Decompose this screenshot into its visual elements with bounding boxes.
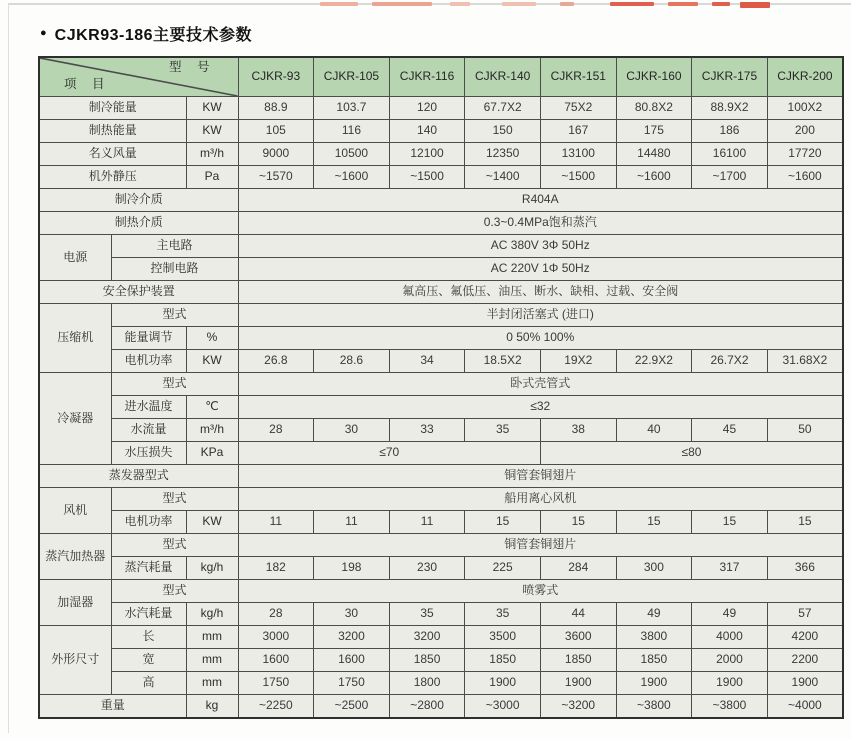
value-cell: ~3200 (540, 695, 616, 719)
header-row (39, 57, 843, 97)
span-value-cell: 喷雾式 (238, 580, 843, 603)
span-value-cell: AC 220V 1Φ 50Hz (238, 258, 843, 281)
table-row (39, 97, 843, 120)
value-cell: 26.8 (238, 350, 314, 373)
row-label: 制热能量 (39, 120, 186, 143)
model-header: CJKR-151 (540, 57, 616, 97)
table-row (39, 396, 843, 419)
unit-cell: kg/h (186, 557, 238, 580)
value-cell: 1850 (616, 649, 692, 672)
value-cell: 31.68X2 (767, 350, 843, 373)
value-cell: 105 (238, 120, 314, 143)
value-cell: 230 (389, 557, 465, 580)
value-cell: 12100 (389, 143, 465, 166)
table-row (39, 120, 843, 143)
value-cell: 103.7 (314, 97, 390, 120)
table-row (39, 304, 843, 327)
value-cell: ~1500 (389, 166, 465, 189)
value-cell: 13100 (540, 143, 616, 166)
value-cell: 49 (616, 603, 692, 626)
model-header: CJKR-140 (465, 57, 541, 97)
row-label: 电机功率 (111, 511, 186, 534)
table-row (39, 672, 843, 695)
value-cell: 3000 (238, 626, 314, 649)
group-label: 压缩机 (39, 304, 111, 373)
table-row (39, 373, 843, 396)
value-cell: 1850 (465, 649, 541, 672)
unit-cell: mm (186, 626, 238, 649)
value-cell: 15 (692, 511, 768, 534)
scan-red-mark (450, 2, 470, 6)
row-label: 蒸发器型式 (39, 465, 238, 488)
row-label: 水汽耗量 (111, 603, 186, 626)
value-cell: 28.6 (314, 350, 390, 373)
row-label: 蒸汽耗量 (111, 557, 186, 580)
table-row (39, 465, 843, 488)
span-value-cell: AC 380V 3Φ 50Hz (238, 235, 843, 258)
value-cell: 88.9X2 (692, 97, 768, 120)
group-label: 风机 (39, 488, 111, 534)
scan-red-mark (668, 2, 698, 6)
unit-cell: KW (186, 350, 238, 373)
value-cell: ~3800 (616, 695, 692, 719)
scan-red-mark (372, 2, 432, 6)
scan-red-mark (610, 2, 654, 6)
value-cell: ~1570 (238, 166, 314, 189)
value-cell: 1850 (389, 649, 465, 672)
unit-cell: mm (186, 672, 238, 695)
table-row (39, 649, 843, 672)
section-title-row (40, 22, 252, 45)
span-value-cell: 氟高压、氟低压、油压、断水、缺相、过载、安全阀 (238, 281, 843, 304)
value-cell: ~1600 (767, 166, 843, 189)
value-cell: 38 (540, 419, 616, 442)
scan-red-mark (560, 2, 574, 6)
unit-cell: mm (186, 649, 238, 672)
value-cell: 300 (616, 557, 692, 580)
value-cell: 1750 (238, 672, 314, 695)
value-cell: 15 (616, 511, 692, 534)
value-cell: 15 (767, 511, 843, 534)
table-row (39, 603, 843, 626)
half-span-value-cell: ≤70 (238, 442, 540, 465)
value-cell: ~1700 (692, 166, 768, 189)
scan-red-mark (320, 2, 358, 6)
table-row (39, 580, 843, 603)
span-value-cell: 0.3~0.4MPa饱和蒸汽 (238, 212, 843, 235)
value-cell: 116 (314, 120, 390, 143)
value-cell: 88.9 (238, 97, 314, 120)
table-row (39, 534, 843, 557)
value-cell: 35 (389, 603, 465, 626)
value-cell: 44 (540, 603, 616, 626)
row-label: 能量调节 (111, 327, 186, 350)
value-cell: 15 (465, 511, 541, 534)
half-span-value-cell: ≤80 (540, 442, 843, 465)
value-cell: 3200 (314, 626, 390, 649)
value-cell: 26.7X2 (692, 350, 768, 373)
unit-cell: m³/h (186, 143, 238, 166)
group-label: 电源 (39, 235, 111, 281)
row-label: 型式 (111, 488, 238, 511)
row-label: 制热介质 (39, 212, 238, 235)
value-cell: 3500 (465, 626, 541, 649)
row-label: 主电路 (111, 235, 238, 258)
unit-cell: % (186, 327, 238, 350)
row-label: 机外静压 (39, 166, 186, 189)
table-row (39, 695, 843, 719)
value-cell: 2200 (767, 649, 843, 672)
span-value-cell: 铜管套铜翅片 (238, 465, 843, 488)
value-cell: 28 (238, 603, 314, 626)
table-row (39, 488, 843, 511)
row-label: 宽 (111, 649, 186, 672)
row-label: 水流量 (111, 419, 186, 442)
corner-cell (39, 57, 238, 97)
value-cell: 28 (238, 419, 314, 442)
scan-red-mark (740, 2, 770, 8)
table-row (39, 626, 843, 649)
value-cell: 75X2 (540, 97, 616, 120)
value-cell: 167 (540, 120, 616, 143)
value-cell: 12350 (465, 143, 541, 166)
row-label: 水压损失 (111, 442, 186, 465)
row-label: 型式 (111, 534, 238, 557)
value-cell: 1900 (616, 672, 692, 695)
value-cell: 186 (692, 120, 768, 143)
span-value-cell: R404A (238, 189, 843, 212)
row-label: 重量 (39, 695, 186, 719)
value-cell: 366 (767, 557, 843, 580)
group-label: 蒸汽加热器 (39, 534, 111, 580)
value-cell: ~3800 (692, 695, 768, 719)
unit-cell: ℃ (186, 396, 238, 419)
value-cell: 49 (692, 603, 768, 626)
value-cell: ~2500 (314, 695, 390, 719)
corner-label-model: 型 号 (169, 60, 216, 74)
value-cell: 1600 (314, 649, 390, 672)
value-cell: 1800 (389, 672, 465, 695)
scan-edge-line-left (8, 3, 9, 733)
row-label: 进水温度 (111, 396, 186, 419)
value-cell: 3800 (616, 626, 692, 649)
value-cell: 1900 (767, 672, 843, 695)
corner-label-item: 项 目 (64, 77, 111, 92)
value-cell: ~3000 (465, 695, 541, 719)
value-cell: 11 (314, 511, 390, 534)
bullet-icon: ● (40, 27, 47, 39)
value-cell: 34 (389, 350, 465, 373)
row-label: 电机功率 (111, 350, 186, 373)
page-title: CJKR93-186主要技术参数 (54, 27, 253, 44)
value-cell: 4000 (692, 626, 768, 649)
value-cell: 19X2 (540, 350, 616, 373)
value-cell: 225 (465, 557, 541, 580)
row-label: 制冷介质 (39, 189, 238, 212)
table-row (39, 143, 843, 166)
model-header: CJKR-116 (389, 57, 465, 97)
row-label: 高 (111, 672, 186, 695)
group-label: 外形尺寸 (39, 626, 111, 695)
value-cell: 200 (767, 120, 843, 143)
table-row (39, 189, 843, 212)
value-cell: 33 (389, 419, 465, 442)
value-cell: 182 (238, 557, 314, 580)
table-row (39, 212, 843, 235)
value-cell: 45 (692, 419, 768, 442)
table-row (39, 258, 843, 281)
value-cell: 11 (389, 511, 465, 534)
table-row (39, 235, 843, 258)
unit-cell: kg/h (186, 603, 238, 626)
value-cell: 175 (616, 120, 692, 143)
value-cell: 18.5X2 (465, 350, 541, 373)
value-cell: 22.9X2 (616, 350, 692, 373)
value-cell: 198 (314, 557, 390, 580)
table-row (39, 442, 843, 465)
unit-cell: KW (186, 511, 238, 534)
model-header: CJKR-93 (238, 57, 314, 97)
group-label: 冷凝器 (39, 373, 111, 465)
value-cell: 11 (238, 511, 314, 534)
value-cell: 10500 (314, 143, 390, 166)
value-cell: 1900 (465, 672, 541, 695)
value-cell: ~2800 (389, 695, 465, 719)
value-cell: 1900 (692, 672, 768, 695)
table-row (39, 557, 843, 580)
value-cell: 150 (465, 120, 541, 143)
value-cell: 30 (314, 419, 390, 442)
row-label: 型式 (111, 304, 238, 327)
row-label: 名义风量 (39, 143, 186, 166)
table-row (39, 350, 843, 373)
value-cell: 4200 (767, 626, 843, 649)
table-row (39, 281, 843, 304)
group-label: 加湿器 (39, 580, 111, 626)
value-cell: 50 (767, 419, 843, 442)
table-row (39, 166, 843, 189)
value-cell: 15 (540, 511, 616, 534)
scan-red-mark (502, 2, 536, 6)
table-row (39, 511, 843, 534)
scan-red-mark (712, 2, 730, 6)
span-value-cell: 铜管套铜翅片 (238, 534, 843, 557)
value-cell: 57 (767, 603, 843, 626)
model-header: CJKR-160 (616, 57, 692, 97)
value-cell: 1600 (238, 649, 314, 672)
row-label: 型式 (111, 373, 238, 396)
span-value-cell: 卧式壳管式 (238, 373, 843, 396)
value-cell: 17720 (767, 143, 843, 166)
value-cell: 67.7X2 (465, 97, 541, 120)
value-cell: 40 (616, 419, 692, 442)
model-header: CJKR-105 (314, 57, 390, 97)
value-cell: 9000 (238, 143, 314, 166)
unit-cell: kg (186, 695, 238, 719)
value-cell: 30 (314, 603, 390, 626)
value-cell: ~1600 (314, 166, 390, 189)
value-cell: 120 (389, 97, 465, 120)
value-cell: 35 (465, 419, 541, 442)
value-cell: 3200 (389, 626, 465, 649)
span-value-cell: 船用离心风机 (238, 488, 843, 511)
span-value-cell: 0 50% 100% (238, 327, 843, 350)
value-cell: 317 (692, 557, 768, 580)
value-cell: 284 (540, 557, 616, 580)
row-label: 长 (111, 626, 186, 649)
value-cell: 16100 (692, 143, 768, 166)
value-cell: 1900 (540, 672, 616, 695)
value-cell: 140 (389, 120, 465, 143)
value-cell: 3600 (540, 626, 616, 649)
unit-cell: Pa (186, 166, 238, 189)
value-cell: 1750 (314, 672, 390, 695)
value-cell: ~1500 (540, 166, 616, 189)
value-cell: 14480 (616, 143, 692, 166)
table-row (39, 327, 843, 350)
value-cell: ~4000 (767, 695, 843, 719)
value-cell: ~1600 (616, 166, 692, 189)
value-cell: 100X2 (767, 97, 843, 120)
model-header: CJKR-175 (692, 57, 768, 97)
value-cell: 35 (465, 603, 541, 626)
value-cell: ~1400 (465, 166, 541, 189)
span-value-cell: 半封闭活塞式 (进口) (238, 304, 843, 327)
row-label: 安全保护装置 (39, 281, 238, 304)
span-value-cell: ≤32 (238, 396, 843, 419)
model-header: CJKR-200 (767, 57, 843, 97)
table-row (39, 419, 843, 442)
row-label: 制冷能量 (39, 97, 186, 120)
value-cell: 2000 (692, 649, 768, 672)
spec-table (38, 56, 844, 719)
value-cell: 80.8X2 (616, 97, 692, 120)
unit-cell: KW (186, 97, 238, 120)
value-cell: ~2250 (238, 695, 314, 719)
value-cell: 1850 (540, 649, 616, 672)
row-label: 控制电路 (111, 258, 238, 281)
unit-cell: KW (186, 120, 238, 143)
unit-cell: KPa (186, 442, 238, 465)
row-label: 型式 (111, 580, 238, 603)
unit-cell: m³/h (186, 419, 238, 442)
